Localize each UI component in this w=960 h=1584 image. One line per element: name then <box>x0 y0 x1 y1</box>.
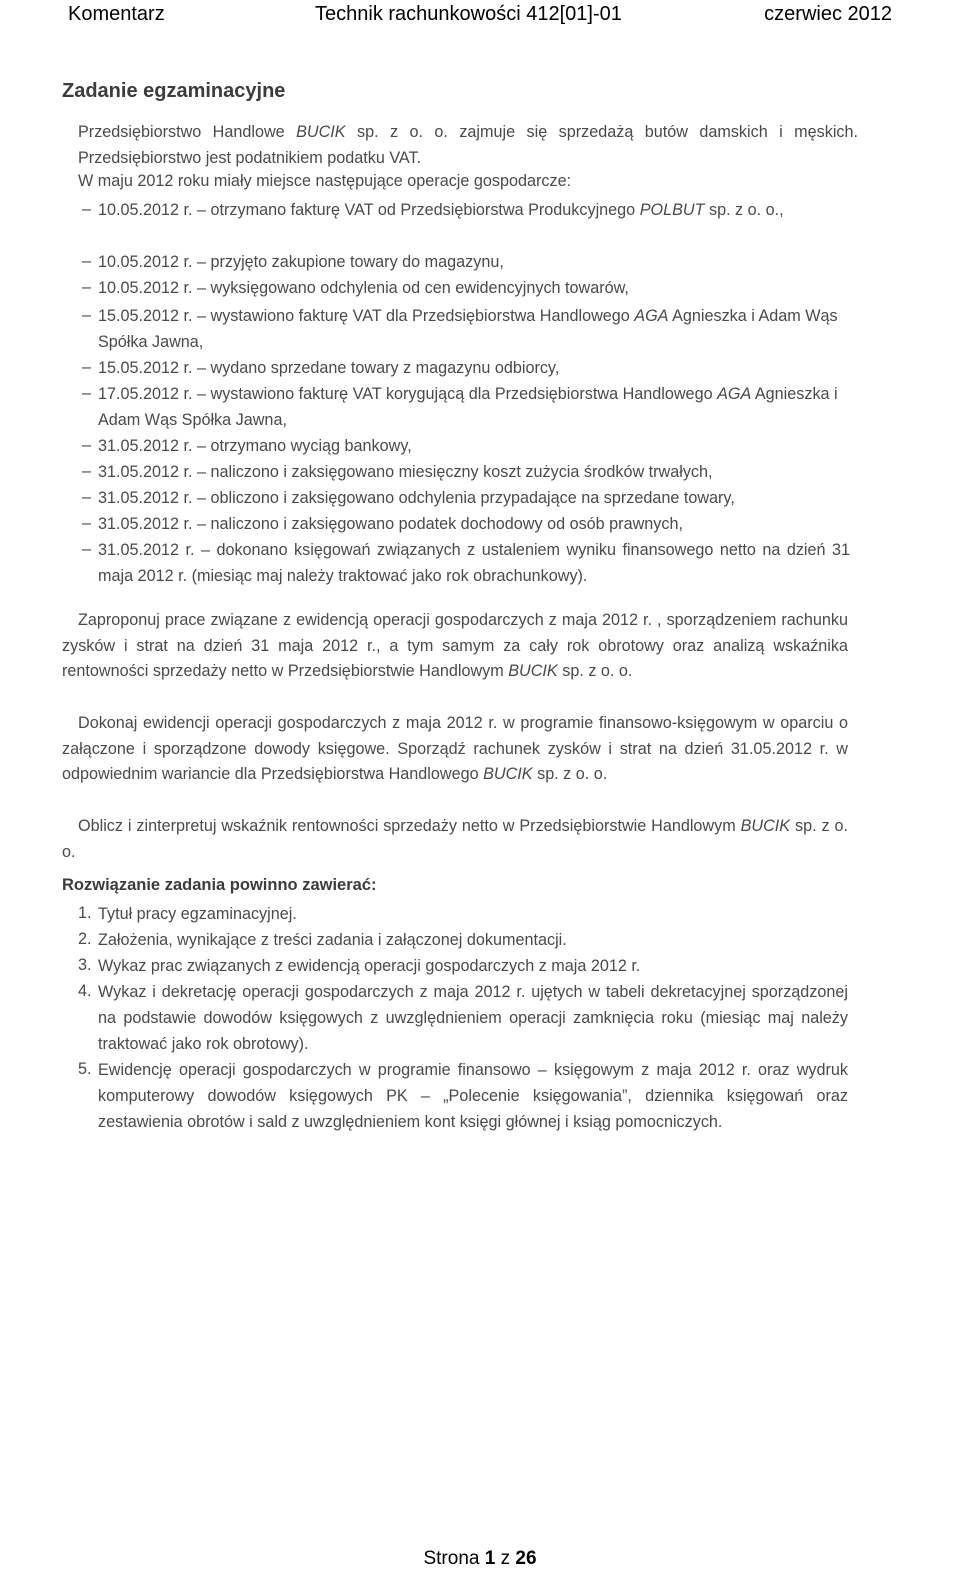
list-number: 5. <box>78 1060 92 1078</box>
intro-line: W maju 2012 roku miały miejsce następujące operacje gospodarcze: <box>78 172 572 190</box>
list-number: 4. <box>78 982 92 1000</box>
list-item: 15.05.2012 r. – wydano sprzedane towary z magazynu odbiorcy, <box>98 359 560 377</box>
list-dash: – <box>82 358 92 376</box>
page-total: 26 <box>515 1548 537 1569</box>
intro-paragraph <box>78 120 858 171</box>
page-number: 1 <box>484 1548 496 1569</box>
intro-text: Przedsiębiorstwo Handlowe <box>78 123 285 141</box>
list-item: Wykaz prac związanych z ewidencją operacji gospodarczych z maja 2012 r. <box>98 957 641 975</box>
company-name: BUCIK <box>296 123 346 141</box>
list-dash: – <box>82 436 92 454</box>
list-item: Wykaz i dekretację operacji gospodarczych z maja 2012 r. ujętych w tabeli dekretacyjnej sporządzonej na podstawie dowodów księgowych z uwzględnieniem operacji zamknięcia roku (miesiąc maj należy traktować jako rok obrotowy). <box>98 983 848 1053</box>
list-item: 15.05.2012 r. – wystawiono fakturę VAT dla Przedsiębiorstwa Handlowego AGA Agnieszka i Adam Wąs Spółka Jawna, <box>98 307 838 351</box>
list-item: 31.05.2012 r. – otrzymano wyciąg bankowy, <box>98 437 412 455</box>
header-center: Technik rachunkowości 412[01]-01 <box>315 3 622 25</box>
list-dash: – <box>82 514 92 532</box>
company-name: BUCIK <box>508 662 558 681</box>
list-item: 17.05.2012 r. – wystawiono fakturę VAT korygującą dla Przedsiębiorstwa Handlowego AGA Agnieszka i Adam Wąs Spółka Jawna, <box>98 385 838 429</box>
list-number: 2. <box>78 930 92 948</box>
list-item: Ewidencję operacji gospodarczych w programie finansowo – księgowym z maja 2012 r. oraz wydruk komputerowy dowodów księgowych PK – „Polecenie księgowania”, dziennika księgowań oraz zestawienia obrotów i sald z uwzględnieniem kont księgi głównej i ksiąg pomocniczych. <box>98 1061 848 1131</box>
list-dash: – <box>82 200 92 218</box>
list-item: 31.05.2012 r. – naliczono i zaksięgowano podatek dochodowy od osób prawnych, <box>98 515 683 533</box>
list-dash: – <box>82 462 92 480</box>
list-item: 10.05.2012 r. – przyjęto zakupione towary do magazynu, <box>98 253 504 271</box>
list-item: 31.05.2012 r. – naliczono i zaksięgowano miesięczny koszt zużycia środków trwałych, <box>98 463 713 481</box>
list-dash: – <box>82 384 92 402</box>
page-header <box>0 0 960 30</box>
intro-text: sp. z o. o. zajmuje się sprzedażą butów damskich <box>357 123 768 141</box>
list-item: 31.05.2012 r. – dokonano księgowań związanych z ustaleniem wyniku finansowego netto na dzień 31 maja 2012 r. (miesiąc maj należy traktować jako rok obrachunkowy). <box>98 541 850 585</box>
page-footer <box>0 1548 960 1570</box>
list-dash: – <box>82 252 92 270</box>
list-item: Tytuł pracy egzaminacyjnej. <box>98 905 297 923</box>
list-dash: – <box>82 306 92 324</box>
list-item: 31.05.2012 r. – obliczono i zaksięgowano odchylenia przypadające na sprzedane towary, <box>98 489 735 507</box>
list-dash: – <box>82 278 92 296</box>
company-name: BUCIK <box>483 765 533 784</box>
header-right: czerwiec 2012 <box>764 3 892 25</box>
list-number: 3. <box>78 956 92 974</box>
list-item: Założenia, wynikające z treści zadania i załączonej dokumentacji. <box>98 931 567 949</box>
footer-sep: z <box>500 1548 511 1569</box>
task-paragraph-3: Oblicz i zinterpretuj wskaźnik rentowności sprzedaży netto w Przedsiębiorstwie Handlowym BUCIK sp. z o. o. <box>62 817 848 861</box>
task-paragraph-2: Dokonaj ewidencji operacji gospodarczych z maja 2012 r. w programie finansowo-księgowym w oparciu o załączone i sporządzone dowody księgowe. Sporządź rachunek zysków i strat na dzień 31.05.2012 r. w odpowiednim wariancie dla Przedsiębiorstwa Handlowego BUCIK sp. z o. o. <box>62 714 848 784</box>
solution-heading: Rozwiązanie zadania powinno zawierać: <box>62 876 377 894</box>
list-item: 10.05.2012 r. – wyksięgowano odchylenia od cen ewidencyjnych towarów, <box>98 279 629 297</box>
list-dash: – <box>82 488 92 506</box>
intro-text: i męskich. Przedsiębiorstwo jest podatnikiem podatku VAT. <box>78 123 859 167</box>
list-number: 1. <box>78 904 92 922</box>
list-dash: – <box>82 540 92 558</box>
header-left: Komentarz <box>68 3 165 25</box>
list-item: 10.05.2012 r. – otrzymano fakturę VAT od Przedsiębiorstwa Produkcyjnego POLBUT sp. z o. o., <box>98 201 784 219</box>
page-title: Zadanie egzaminacyjne <box>62 80 286 102</box>
footer-prefix: Strona <box>423 1548 480 1569</box>
company-name: BUCIK <box>740 817 791 835</box>
task-paragraph-1: Zaproponuj prace związane z ewidencją operacji gospodarczych z maja 2012 r. , sporządzeniem rachunku zysków i strat na dzień 31 maja 2012 r., a tym samym za cały rok obrotowy oraz analizą wskaźnika rentowności sprzedaży netto w Przedsiębiorstwie Handlowym BUCIK sp. z o. o. <box>62 611 848 681</box>
